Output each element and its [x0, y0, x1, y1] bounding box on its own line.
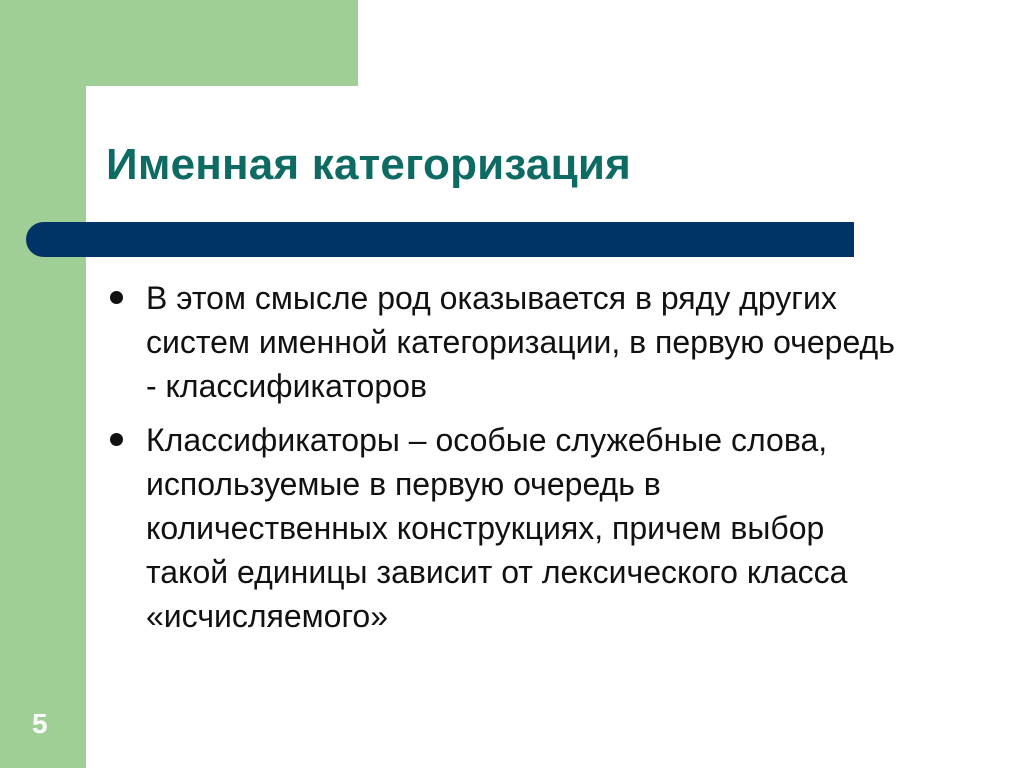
green-frame-left: [0, 0, 86, 768]
green-frame-top: [0, 0, 358, 86]
bullet-text: Классификаторы – особые служебные слова, используемые в первую очередь в количественных конструкциях, причем выбор такой единицы зависит от лексического класса «исчисляемого»: [146, 422, 848, 634]
bullet-item: [106, 276, 906, 408]
bullet-dot-icon: [110, 291, 123, 304]
slide-title: Именная категоризация: [106, 140, 631, 189]
bullet-text: В этом смысле род оказывается в ряду других систем именной категоризации, в первую очередь - классификаторов: [146, 280, 895, 404]
bullet-item: [106, 418, 906, 638]
bullet-dot-icon: [110, 433, 123, 446]
page-number: 5: [32, 708, 48, 739]
bullet-list: [106, 276, 906, 648]
title-underline-bar: [26, 222, 854, 257]
